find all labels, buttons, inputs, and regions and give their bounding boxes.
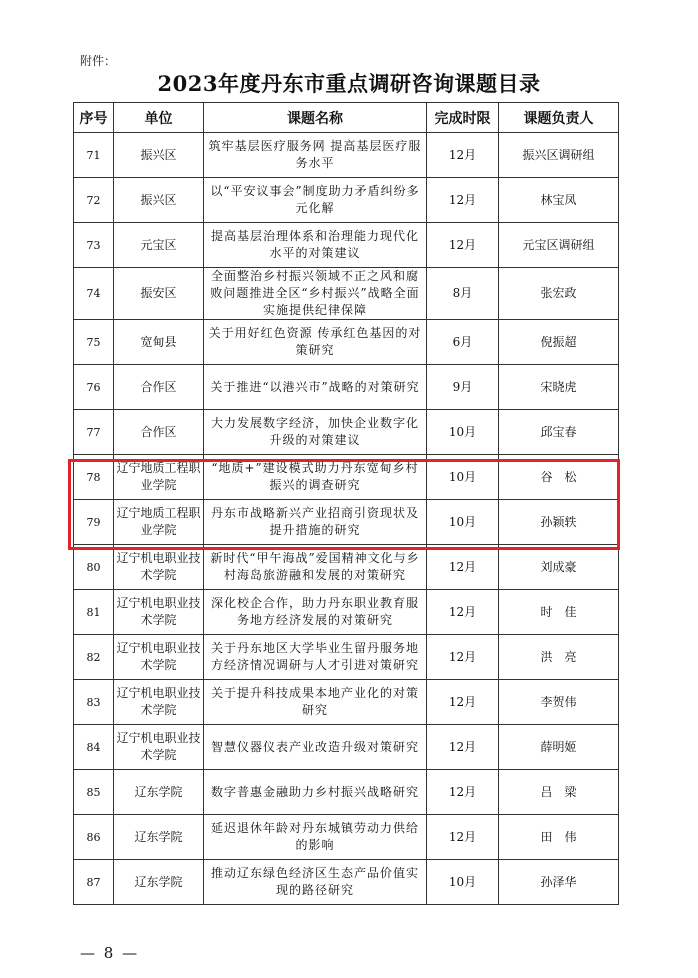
cell-deadline: 12月 <box>427 545 499 590</box>
cell-deadline: 12月 <box>427 133 499 178</box>
cell-index: 74 <box>74 268 114 320</box>
table-row <box>74 178 619 223</box>
cell-lead: 林宝凤 <box>499 178 619 223</box>
cell-deadline: 12月 <box>427 725 499 770</box>
cell-unit: 辽宁机电职业技术学院 <box>114 725 204 770</box>
cell-lead: 元宝区调研组 <box>499 223 619 268</box>
cell-deadline: 12月 <box>427 815 499 860</box>
cell-index: 79 <box>74 500 114 545</box>
cell-index: 75 <box>74 320 114 365</box>
cell-index: 76 <box>74 365 114 410</box>
cell-topic: 以“平安议事会”制度助力矛盾纠纷多元化解 <box>204 178 427 223</box>
cell-topic: 智慧仪器仪表产业改造升级对策研究 <box>204 725 427 770</box>
header-unit: 单位 <box>114 103 204 133</box>
cell-lead: 孙泽华 <box>499 860 619 905</box>
header-index: 序号 <box>74 103 114 133</box>
cell-index: 86 <box>74 815 114 860</box>
table-row <box>74 268 619 320</box>
header-topic: 课题名称 <box>204 103 427 133</box>
cell-unit: 振安区 <box>114 268 204 320</box>
cell-unit: 振兴区 <box>114 133 204 178</box>
cell-lead: 田 伟 <box>499 815 619 860</box>
cell-lead: 吕 梁 <box>499 770 619 815</box>
cell-lead: 谷 松 <box>499 455 619 500</box>
attachment-label: 附件： <box>80 54 117 68</box>
cell-index: 78 <box>74 455 114 500</box>
cell-topic: 大力发展数字经济，加快企业数字化升级的对策建议 <box>204 410 427 455</box>
table-row <box>74 365 619 410</box>
cell-lead: 邱宝春 <box>499 410 619 455</box>
cell-index: 84 <box>74 725 114 770</box>
cell-deadline: 12月 <box>427 680 499 725</box>
cell-deadline: 12月 <box>427 590 499 635</box>
cell-index: 80 <box>74 545 114 590</box>
cell-unit: 辽宁地质工程职业学院 <box>114 455 204 500</box>
cell-unit: 辽宁机电职业技术学院 <box>114 680 204 725</box>
page-title: 2023年度丹东市重点调研咨询课题目录 <box>157 71 541 96</box>
cell-index: 73 <box>74 223 114 268</box>
cell-topic: 深化校企合作，助力丹东职业教育服务地方经济发展的对策研究 <box>204 590 427 635</box>
cell-lead: 时 佳 <box>499 590 619 635</box>
table-row <box>74 410 619 455</box>
cell-topic: 丹东市战略新兴产业招商引资现状及提升措施的研究 <box>204 500 427 545</box>
cell-lead: 张宏政 <box>499 268 619 320</box>
cell-topic: 全面整治乡村振兴领域不正之风和腐败问题推进全区“乡村振兴”战略全面实施提供纪律保障 <box>204 268 427 320</box>
cell-deadline: 10月 <box>427 860 499 905</box>
cell-lead: 李贺伟 <box>499 680 619 725</box>
cell-lead: 刘成豪 <box>499 545 619 590</box>
cell-topic: 关于用好红色资源 传承红色基因的对策研究 <box>204 320 427 365</box>
table-row <box>74 725 619 770</box>
cell-index: 72 <box>74 178 114 223</box>
topic-table <box>73 102 619 905</box>
table-body <box>74 133 619 905</box>
table-row <box>74 455 619 500</box>
table-row <box>74 635 619 680</box>
table-row <box>74 500 619 545</box>
table-row <box>74 860 619 905</box>
cell-lead: 倪振超 <box>499 320 619 365</box>
cell-unit: 辽宁地质工程职业学院 <box>114 500 204 545</box>
header-deadline: 完成时限 <box>427 103 499 133</box>
cell-deadline: 12月 <box>427 223 499 268</box>
header-lead: 课题负责人 <box>499 103 619 133</box>
page-number: — 8 — <box>80 944 140 962</box>
cell-deadline: 8月 <box>427 268 499 320</box>
cell-unit: 辽宁机电职业技术学院 <box>114 545 204 590</box>
cell-topic: 新时代“甲午海战”爱国精神文化与乡村海岛旅游融和发展的对策研究 <box>204 545 427 590</box>
cell-unit: 辽东学院 <box>114 770 204 815</box>
cell-index: 87 <box>74 860 114 905</box>
table-row <box>74 223 619 268</box>
cell-deadline: 6月 <box>427 320 499 365</box>
cell-unit: 合作区 <box>114 410 204 455</box>
cell-unit: 元宝区 <box>114 223 204 268</box>
cell-topic: 关于丹东地区大学毕业生留丹服务地方经济情况调研与人才引进对策研究 <box>204 635 427 680</box>
table-row <box>74 133 619 178</box>
cell-topic: 关于推进“以港兴市”战略的对策研究 <box>204 365 427 410</box>
cell-lead: 宋晓虎 <box>499 365 619 410</box>
table-row <box>74 680 619 725</box>
cell-topic: 数字普惠金融助力乡村振兴战略研究 <box>204 770 427 815</box>
table-row <box>74 545 619 590</box>
cell-index: 82 <box>74 635 114 680</box>
cell-deadline: 12月 <box>427 178 499 223</box>
cell-lead: 薛明姬 <box>499 725 619 770</box>
cell-topic: 延迟退休年龄对丹东城镇劳动力供给的影响 <box>204 815 427 860</box>
cell-topic: 推动辽东绿色经济区生态产品价值实现的路径研究 <box>204 860 427 905</box>
table-row <box>74 815 619 860</box>
cell-deadline: 10月 <box>427 410 499 455</box>
table-row <box>74 770 619 815</box>
cell-index: 81 <box>74 590 114 635</box>
cell-unit: 辽宁机电职业技术学院 <box>114 590 204 635</box>
cell-lead: 洪 亮 <box>499 635 619 680</box>
cell-topic: 提高基层治理体系和治理能力现代化水平的对策建议 <box>204 223 427 268</box>
table-row <box>74 590 619 635</box>
cell-topic: 关于提升科技成果本地产业化的对策研究 <box>204 680 427 725</box>
cell-unit: 合作区 <box>114 365 204 410</box>
cell-index: 83 <box>74 680 114 725</box>
cell-topic: 筑牢基层医疗服务网 提高基层医疗服务水平 <box>204 133 427 178</box>
cell-topic: “地质+”建设模式助力丹东宽甸乡村振兴的调查研究 <box>204 455 427 500</box>
cell-lead: 孙颖轶 <box>499 500 619 545</box>
cell-index: 85 <box>74 770 114 815</box>
cell-deadline: 12月 <box>427 635 499 680</box>
cell-index: 77 <box>74 410 114 455</box>
cell-unit: 辽东学院 <box>114 860 204 905</box>
cell-unit: 宽甸县 <box>114 320 204 365</box>
cell-deadline: 10月 <box>427 500 499 545</box>
cell-deadline: 12月 <box>427 770 499 815</box>
table-row <box>74 320 619 365</box>
cell-unit: 辽东学院 <box>114 815 204 860</box>
cell-deadline: 10月 <box>427 455 499 500</box>
cell-index: 71 <box>74 133 114 178</box>
cell-unit: 辽宁机电职业技术学院 <box>114 635 204 680</box>
cell-deadline: 9月 <box>427 365 499 410</box>
table-header-row <box>74 103 619 133</box>
cell-unit: 振兴区 <box>114 178 204 223</box>
cell-lead: 振兴区调研组 <box>499 133 619 178</box>
